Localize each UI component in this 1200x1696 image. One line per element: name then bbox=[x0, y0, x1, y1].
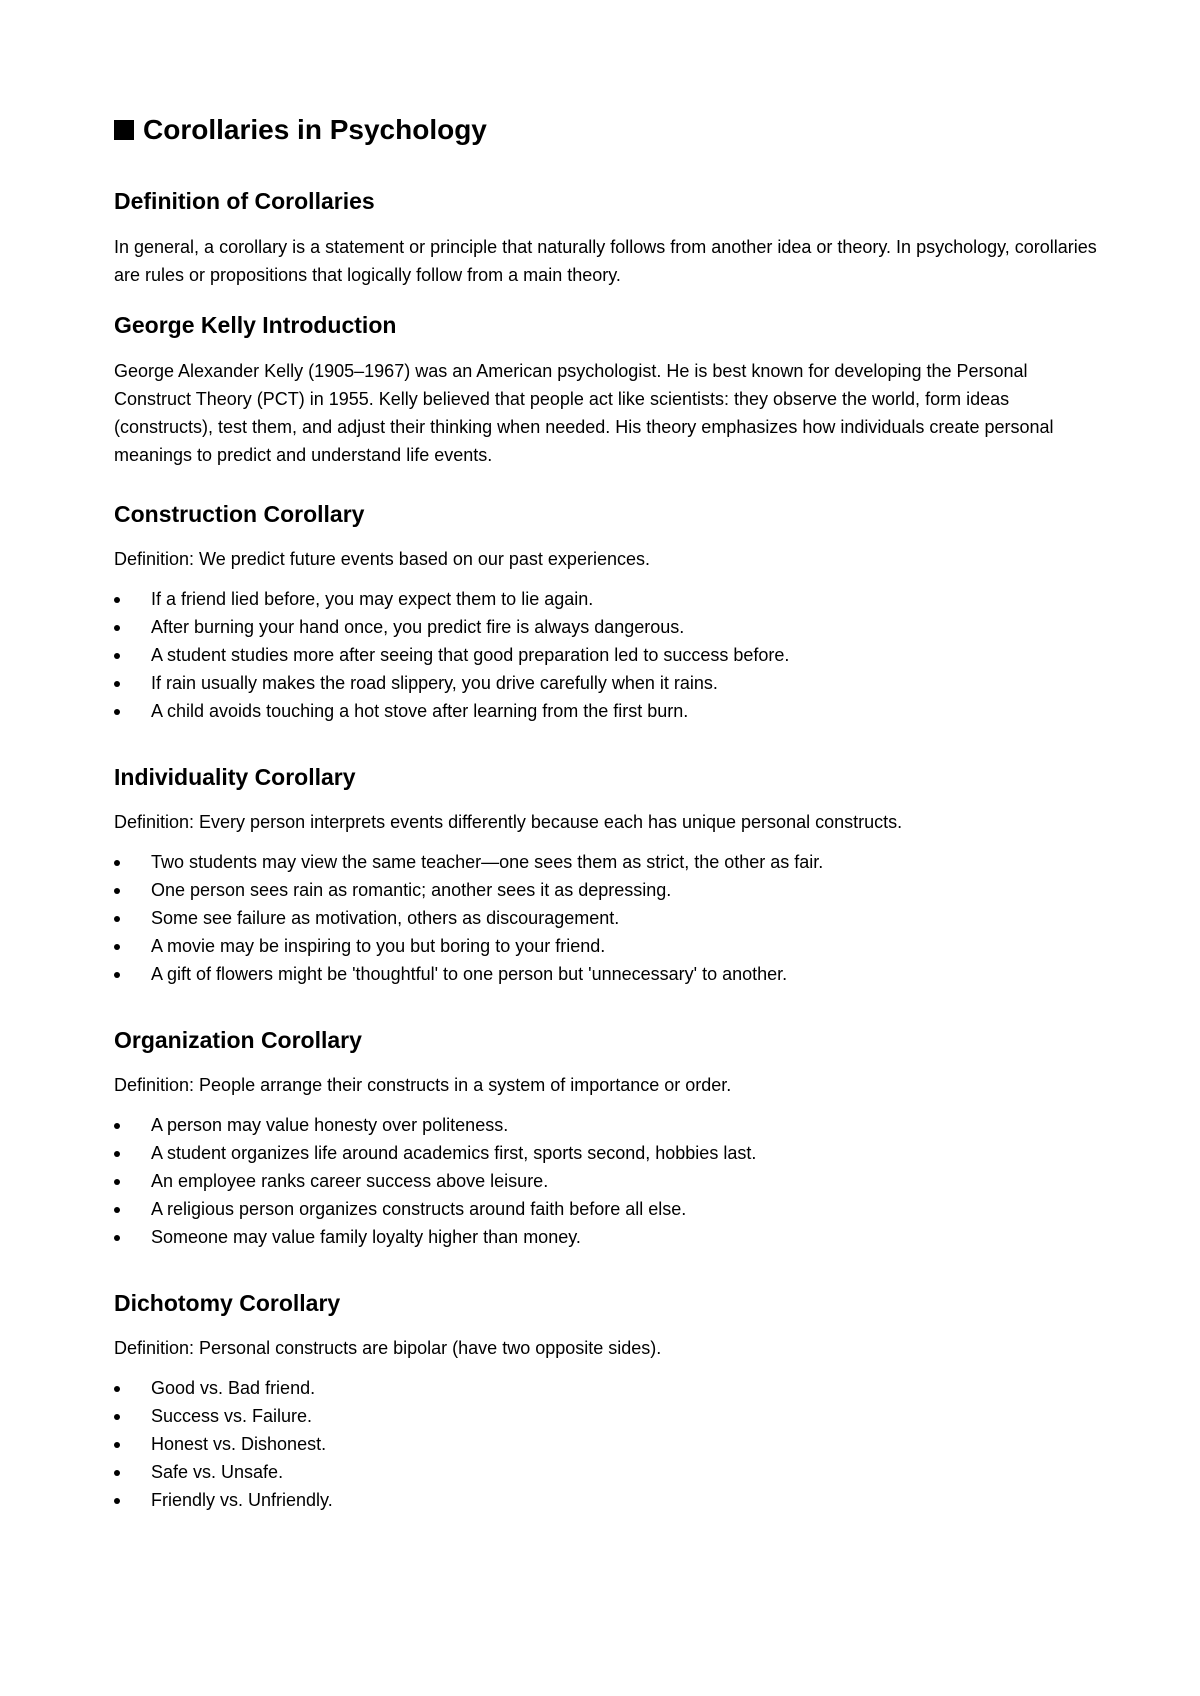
bullet-icon bbox=[114, 1123, 120, 1129]
list-item-text: A movie may be inspiring to you but boring to your friend. bbox=[151, 936, 606, 956]
section-definition-text: Definition: People arrange their constructs in a system of importance or order. bbox=[114, 1075, 732, 1095]
list-item-text: A child avoids touching a hot stove after learning from the first burn. bbox=[151, 701, 689, 721]
bullet-icon bbox=[114, 1470, 120, 1476]
list-item-text: Safe vs. Unsafe. bbox=[151, 1462, 284, 1482]
list-item-text: Friendly vs. Unfriendly. bbox=[151, 1490, 333, 1510]
list-item bbox=[114, 641, 1104, 669]
list-item bbox=[114, 1458, 1104, 1486]
section-kelly-introduction bbox=[114, 311, 1104, 469]
section-individuality-corollary bbox=[114, 763, 1104, 988]
bullet-icon bbox=[114, 860, 120, 866]
list-item-text: If a friend lied before, you may expect them to lie again. bbox=[151, 589, 594, 609]
section-heading: Individuality Corollary bbox=[114, 764, 356, 790]
list-item bbox=[114, 848, 1104, 876]
list-item bbox=[114, 1402, 1104, 1430]
list-item-text: If rain usually makes the road slippery, you drive carefully when it rains. bbox=[151, 673, 718, 693]
list-item bbox=[114, 876, 1104, 904]
bullet-icon bbox=[114, 1414, 120, 1420]
list-item-text: A person may value honesty over politeness. bbox=[151, 1115, 509, 1135]
bullet-icon bbox=[114, 709, 120, 715]
section-definition-text: Definition: Every person interprets events differently because each has unique personal constructs. bbox=[114, 812, 903, 832]
section-construction-corollary bbox=[114, 500, 1104, 725]
bullet-icon bbox=[114, 681, 120, 687]
section-heading: George Kelly Introduction bbox=[114, 312, 397, 338]
bullet-icon bbox=[114, 1386, 120, 1392]
list-item bbox=[114, 585, 1104, 613]
section-heading: Definition of Corollaries bbox=[114, 188, 375, 214]
bullet-icon bbox=[114, 944, 120, 950]
list-item bbox=[114, 1430, 1104, 1458]
section-dichotomy-corollary bbox=[114, 1289, 1104, 1514]
bullet-icon bbox=[114, 972, 120, 978]
list-item-text: Success vs. Failure. bbox=[151, 1406, 313, 1426]
list-item bbox=[114, 1374, 1104, 1402]
list-item-text: One person sees rain as romantic; another sees it as depressing. bbox=[151, 880, 672, 900]
section-definition bbox=[114, 187, 1104, 289]
list-item bbox=[114, 697, 1104, 725]
list-item-text: Some see failure as motivation, others as discouragement. bbox=[151, 908, 620, 928]
section-paragraph: In general, a corollary is a statement or principle that naturally follows from another idea or theory. In psychology, corollaries are rules or propositions that logically follow from a main theory. bbox=[114, 237, 1097, 285]
list-item bbox=[114, 1223, 1104, 1251]
examples-list bbox=[114, 585, 1104, 725]
black-square-icon bbox=[114, 120, 134, 140]
list-item bbox=[114, 613, 1104, 641]
list-item bbox=[114, 960, 1104, 988]
list-item-text: A student studies more after seeing that good preparation led to success before. bbox=[151, 645, 790, 665]
list-item-text: Honest vs. Dishonest. bbox=[151, 1434, 327, 1454]
bullet-icon bbox=[114, 1179, 120, 1185]
list-item bbox=[114, 1111, 1104, 1139]
list-item bbox=[114, 1167, 1104, 1195]
section-definition-text: Definition: Personal constructs are bipolar (have two opposite sides). bbox=[114, 1338, 662, 1358]
bullet-icon bbox=[114, 597, 120, 603]
section-organization-corollary bbox=[114, 1026, 1104, 1251]
bullet-icon bbox=[114, 1235, 120, 1241]
section-paragraph: George Alexander Kelly (1905–1967) was an American psychologist. He is best known for developing the Personal Construct Theory (PCT) in 1955. Kelly believed that people act like scientists: they observe the world, form ideas (constructs), test them, and adjust their thinking when needed. His theory emphasizes how individuals create personal meanings to predict and understand life events. bbox=[114, 361, 1054, 465]
list-item-text: A student organizes life around academics first, sports second, hobbies last. bbox=[151, 1143, 757, 1163]
list-item bbox=[114, 1195, 1104, 1223]
list-item bbox=[114, 1139, 1104, 1167]
list-item-text: Two students may view the same teacher—one sees them as strict, the other as fair. bbox=[151, 852, 824, 872]
bullet-icon bbox=[114, 625, 120, 631]
bullet-icon bbox=[114, 1498, 120, 1504]
section-heading: Construction Corollary bbox=[114, 501, 365, 527]
list-item bbox=[114, 669, 1104, 697]
bullet-icon bbox=[114, 1442, 120, 1448]
bullet-icon bbox=[114, 1151, 120, 1157]
list-item bbox=[114, 932, 1104, 960]
section-heading: Dichotomy Corollary bbox=[114, 1290, 341, 1316]
list-item-text: Someone may value family loyalty higher than money. bbox=[151, 1227, 581, 1247]
examples-list bbox=[114, 848, 1104, 988]
page-title-text: Corollaries in Psychology bbox=[143, 114, 487, 145]
page-title bbox=[114, 113, 487, 147]
list-item bbox=[114, 904, 1104, 932]
section-heading: Organization Corollary bbox=[114, 1027, 362, 1053]
list-item-text: After burning your hand once, you predict fire is always dangerous. bbox=[151, 617, 685, 637]
list-item-text: An employee ranks career success above leisure. bbox=[151, 1171, 549, 1191]
examples-list bbox=[114, 1374, 1104, 1514]
list-item bbox=[114, 1486, 1104, 1514]
list-item-text: A religious person organizes constructs around faith before all else. bbox=[151, 1199, 687, 1219]
list-item-text: Good vs. Bad friend. bbox=[151, 1378, 316, 1398]
bullet-icon bbox=[114, 653, 120, 659]
list-item-text: A gift of flowers might be 'thoughtful' to one person but 'unnecessary' to another. bbox=[151, 964, 788, 984]
examples-list bbox=[114, 1111, 1104, 1251]
section-definition-text: Definition: We predict future events based on our past experiences. bbox=[114, 549, 650, 569]
bullet-icon bbox=[114, 916, 120, 922]
bullet-icon bbox=[114, 1207, 120, 1213]
bullet-icon bbox=[114, 888, 120, 894]
